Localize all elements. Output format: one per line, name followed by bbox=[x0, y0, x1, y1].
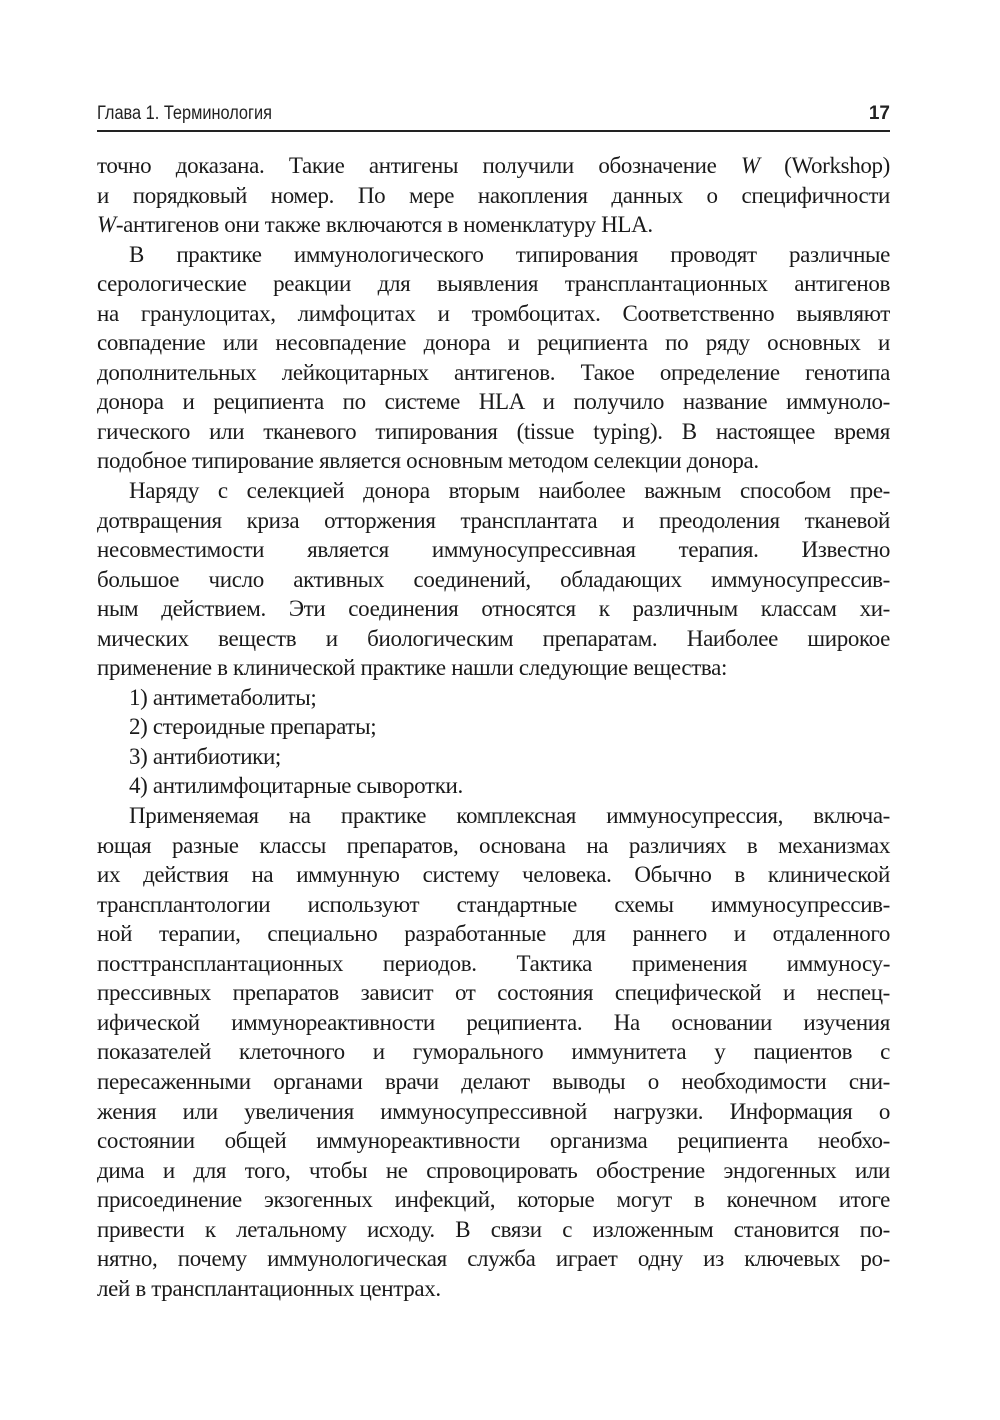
paragraph bbox=[97, 151, 890, 240]
text-line: серологические реакции для выявления трансплантационных антигенов bbox=[97, 271, 890, 297]
text-line: большое число активных соединений, обладающих иммуносупрессив- bbox=[97, 566, 890, 592]
text-line: посттрансплантационных периодов. Тактика применения иммуносу- bbox=[97, 950, 890, 976]
text-line: 1) антиметаболиты; bbox=[129, 684, 317, 710]
text-line: пересаженными органами врачи делают выводы о необходимости сни- bbox=[97, 1068, 890, 1094]
text-line: и порядковый номер. По мере накопления данных о специфичности bbox=[97, 182, 890, 208]
text-line: В практике иммунологического типирования проводят различные bbox=[129, 241, 890, 267]
paragraph bbox=[97, 801, 890, 1303]
text-line: 4) антилимфоцитарные сыворотки. bbox=[129, 773, 463, 799]
text-line: гического или тканевого типирования (tissue typing). В настоящее время bbox=[97, 418, 890, 444]
text-line: дотвращения криза отторжения трансплантата и преодоления тканевой bbox=[97, 507, 890, 533]
text-line: их действия на иммунную систему человека. Обычно в клинической bbox=[97, 862, 890, 888]
text-line: состоянии общей иммунореактивности организма реципиента необхо- bbox=[97, 1128, 890, 1154]
text-line: трансплантологии используют стандартные схемы иммуносупрессив- bbox=[97, 891, 890, 917]
page-number: 17 bbox=[868, 103, 890, 124]
text-line: донора и реципиента по системе HLA и получило название иммуноло- bbox=[97, 389, 890, 415]
text-line: ифической иммунореактивности реципиента. На основании изучения bbox=[97, 1009, 890, 1035]
text-line: привести к летальному исходу. В связи с изложенным становится по- bbox=[97, 1216, 890, 1242]
text-line: применение в клинической практике нашли следующие вещества: bbox=[97, 655, 727, 681]
text-line: 2) стероидные препараты; bbox=[129, 714, 377, 740]
list-item bbox=[97, 712, 890, 742]
text-line: показателей клеточного и гуморального иммунитета у пациентов с bbox=[97, 1039, 890, 1065]
text-line: Применяемая на практике комплексная иммуносупрессия, включа- bbox=[129, 803, 890, 829]
paragraph bbox=[97, 476, 890, 683]
text-line: нятно, почему иммунологическая служба играет одну из ключевых ро- bbox=[97, 1246, 890, 1272]
text-line: точно доказана. Такие антигены получили обозначение W (Workshop) bbox=[97, 153, 890, 178]
text-line: ным действием. Эти соединения относятся к различным классам хи- bbox=[97, 596, 890, 622]
running-header bbox=[97, 103, 890, 127]
text-line: лей в трансплантационных центрах. bbox=[97, 1275, 441, 1301]
text-line: Наряду с селекцией донора вторым наиболее важным способом пре- bbox=[129, 478, 890, 504]
text-line: дополнительных лейкоцитарных антигенов. Такое определение генотипа bbox=[97, 359, 890, 385]
text-line: дима и для того, чтобы не спровоцировать обострение эндогенных или bbox=[97, 1157, 890, 1183]
text-line: W-антигенов они также включаются в номенклатуру HLA. bbox=[97, 212, 653, 238]
list-item bbox=[97, 742, 890, 772]
text-line: совпадение или несовпадение донора и реципиента по ряду основных и bbox=[97, 330, 890, 356]
header-rule bbox=[97, 130, 890, 132]
text-line: на гранулоцитах, лимфоцитах и тромбоцитах. Соответственно выявляют bbox=[97, 300, 890, 326]
text-line: ющая разные классы препаратов, основана на различиях в механизмах bbox=[97, 832, 890, 858]
running-title: Глава 1. Терминология bbox=[97, 103, 272, 124]
paragraph bbox=[97, 240, 890, 476]
list-item bbox=[97, 683, 890, 713]
text-line: несовместимости является иммуносупрессивная терапия. Известно bbox=[97, 537, 890, 563]
text-line: ной терапии, специально разработанные для раннего и отдаленного bbox=[97, 921, 890, 947]
text-line: 3) антибиотики; bbox=[129, 743, 281, 769]
text-line: прессивных препаратов зависит от состояния специфической и неспец- bbox=[97, 980, 890, 1006]
text-line: жения или увеличения иммуносупрессивной нагрузки. Информация о bbox=[97, 1098, 890, 1124]
text-line: присоединение экзогенных инфекций, которые могут в конечном итоге bbox=[97, 1187, 890, 1213]
text-line: мических веществ и биологическим препаратам. Наиболее широкое bbox=[97, 625, 890, 651]
list-item bbox=[97, 771, 890, 801]
body-text bbox=[97, 151, 890, 1303]
text-line: подобное типирование является основным методом селекции донора. bbox=[97, 448, 759, 474]
